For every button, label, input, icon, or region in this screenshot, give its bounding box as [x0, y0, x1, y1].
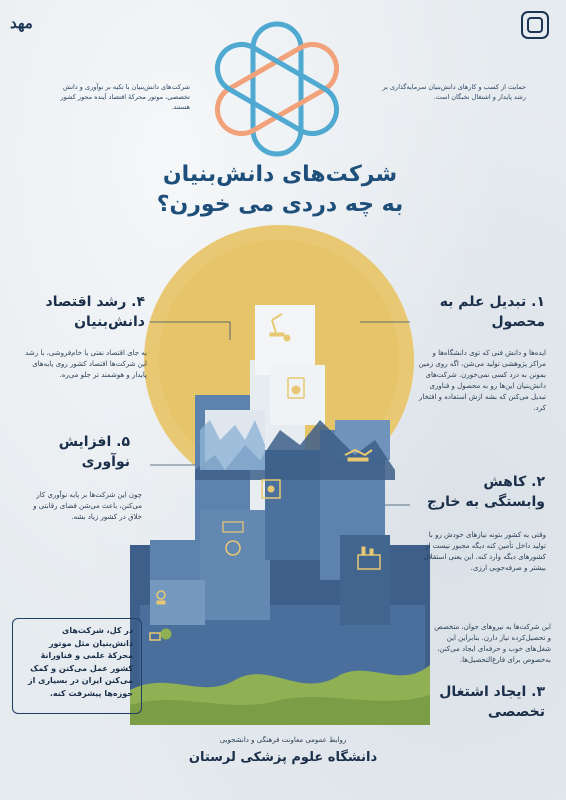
title-line-1: شرکت‌های دانش‌بنیان: [162, 162, 398, 187]
summary-callout: در کل، شرکت‌های دانش‌بنیان مثل موتور محرکهٔ علمی و فناورانهٔ کشور عمل می‌کنن و کمک می‌کنن ایران در بسیاری از حوزه‌ها پیشرفت کنه.: [12, 618, 142, 714]
section-4-text: به جای اقتصاد نفتی یا خام‌فروشی، با رشد این شرکت‌ها اقتصاد کشور روی پایه‌های پایدار و هوشمند تر جلو می‌ره.: [25, 349, 147, 379]
section-3-text: این شرکت‌ها به نیروهای جوان، متخصص و تحصیل‌کرده نیاز دارن. بنابراین این شغل‌های خوب و حرفه‌ای ایجاد می‌کنن، به‌خصوص برای فارغ‌التحصیل‌ها.: [434, 623, 551, 664]
section-5-text: چون این شرکت‌ها بر پایه نوآوری کار می‌کنن، باعث می‌شن فضای رقابتی و خلاق در کشور زیاد بشه.: [33, 491, 142, 521]
section-3-title: ۳. ایجاد اشتغال تخصصی: [439, 684, 545, 720]
section-5-title: ۵. افزایش نوآوری: [58, 434, 130, 470]
section-2-title: ۲. کاهش وابستگی به خارج: [426, 474, 545, 510]
footer-subtitle: روابط عمومی معاونت فرهنگی و دانشجویی: [219, 736, 347, 744]
section-1-title: ۱. تبدیل علم به محصول: [439, 294, 545, 330]
brand-logo: مهد: [10, 14, 33, 32]
title-line-2: به چه دردی می خورن؟: [156, 192, 404, 217]
section-2-text: وقتی یه کشور بتونه نیازهای خودش رو با تولید داخل تأمین کنه دیگه مجبور نیست از کشورهای دیگه وارد کنه. این یعنی استقلال بیشتر و صرفه‌جویی ارزی.: [423, 531, 546, 572]
university-logo-icon: [518, 8, 552, 42]
top-note-right: حمایت از کسب و کارهای دانش‌بنیان سرمایه‌گذاری بر رشد پایدار و اشتغال نخبگان است.: [382, 83, 526, 101]
top-note-left: شرکت‌های دانش‌بنیان با تکیه بر نوآوری و دانش تخصصی، موتور محرکهٔ اقتصاد آینده محور کشور هستند.: [60, 83, 190, 111]
section-4-title: ۴. رشد اقتصاد دانش‌بنیان: [45, 294, 145, 330]
section-1-text: ایده‌ها و دانش فنی که توی دانشگاه‌ها و مراکز پژوهشی تولید می‌شن، اگه روی زمین بمونن به درد کسی نمی‌خورن. شرکت‌های دانش‌بنیان این‌ها رو به محصول و فناوری تبدیل می‌کنن که بشه ازش استفاده و افتخار کرد.: [418, 349, 546, 412]
atom-logo-icon: [209, 24, 346, 154]
page-title: [150, 160, 410, 220]
footer-university-name: دانشگاه علوم پزشکی لرستان: [188, 750, 378, 765]
